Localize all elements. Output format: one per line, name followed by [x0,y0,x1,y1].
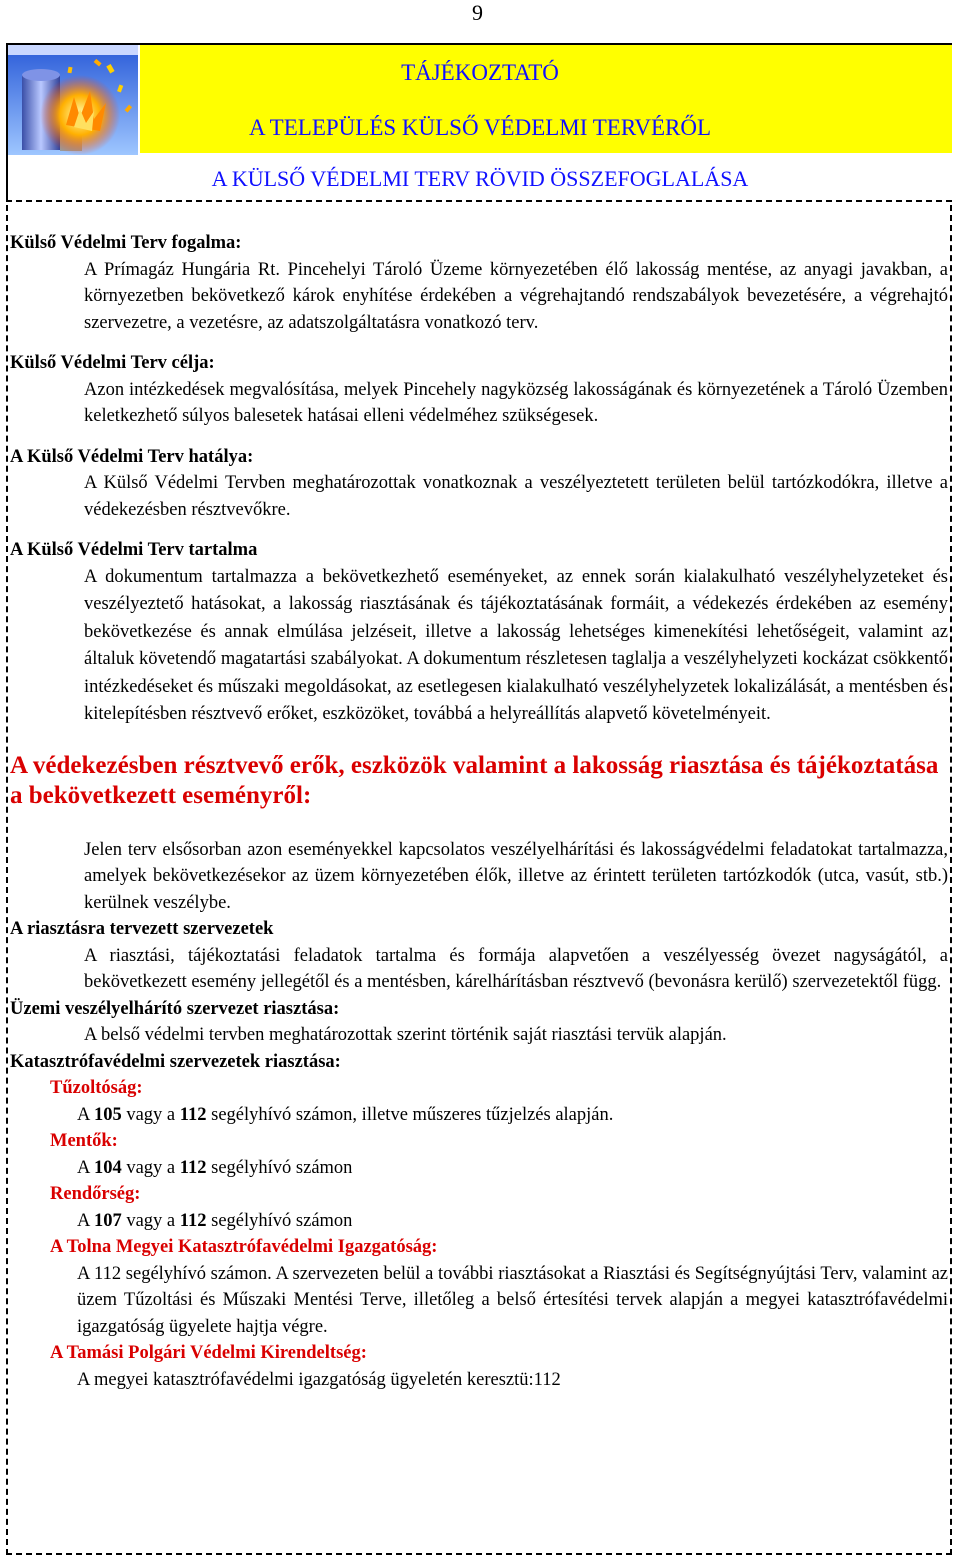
celja-text: Azon intézkedések megvalósítása, melyek Pincehely nagyközség lakosságának és környezetének a Tároló Üzemben keletkezhető súlyos balesetek hatásai elleni védelméhez szükségesek. [84,379,948,426]
resources-heading: A védekezésben résztvevő erők, eszközök valamint a lakosság riasztása és tájékoztatása a bekövetkezett eseményről: [10,751,939,809]
tamasi-label: A Tamási Polgári Védelmi Kirendeltség: [50,1343,367,1363]
riasztasra-heading: A riasztásra tervezett szervezetek [10,919,274,939]
hatalya-text: A Külső Védelmi Tervben meghatározottak vonatkoznak a veszélyeztetett területen belül tartózkodókra, illetve a védekezésben résztvevőkre. [84,473,948,520]
tolna-text: A 112 segélyhívó számon. A szervezeten belül a további riasztásokat a Riasztási és Segítségnyújtási Terv, valamint az üzem Tűzoltási és Műszaki Mentési Terve, illetőleg a belső értesítési tervek alapján a megyei katasztrófavédelmi igazgatóság ügyelete hajtja végre. [77,1263,948,1337]
tuzoltosag-text: A 105 vagy a 112 segélyhívó számon, illetve műszeres tűzjelzés alapján. [77,1104,614,1125]
mentok-text: A 104 vagy a 112 segélyhívó számon [77,1157,353,1178]
document-body [10,230,948,1393]
tartalma-text: A dokumentum tartalmazza a bekövetkezhető eseményeket, az ennek során kialakulható veszélyhelyzeteket és veszélyeztető hatásokat, a lakosság riasztásának és tájékoztatásának formáit, a védekezés érdekében az esemény bekövetkezése és annak elmúlása jelzéseit, illetve a lakosság lehetséges kimenekítési lehetőségeit, valamint az általuk követendő magatartási szabályokat. A dokumentum részletesen taglalja a veszélyhelyzeti kockázat csökkentő intézkedéseket és műszaki megoldásokat, az esetlegesen kialakulható veszélyhelyzetek lokalizálását, a mentésben és kitelepítésben résztvevő erőket, eszközöket, továbbá a helyreállítás alapvető követelményeit. [84,566,948,724]
document-title: TÁJÉKOZTATÓ [401,60,559,85]
riasztasra-text: A riasztási, tájékoztatási feladatok tartalma és formája alapvetően a veszélyesség övezet nagyságától, a bekövetkezett esemény jellegétől és a mentésben, kárelhárításban résztvevő (bevonásra kerülő) szervezetektől függ. [84,945,948,992]
uzemi-text: A belső védelmi tervben meghatározottak szerint történik saját riasztási tervük alapján. [84,1025,727,1045]
document-title-sub: A TELEPÜLÉS KÜLSŐ VÉDELMI TERVÉRŐL [249,115,711,140]
rendorseg-label: Rendőrség: [50,1184,141,1204]
uzemi-heading: Üzemi veszélyelhárító szervezet riasztása: [10,998,340,1019]
page-number: 9 [472,0,483,25]
tuzoltosag-label: Tűzoltóság: [50,1078,143,1098]
hatalya-heading: A Külső Védelmi Terv hatálya: [10,446,254,467]
celja-heading: Külső Védelmi Terv célja: [10,353,215,373]
mentok-label: Mentők: [50,1131,118,1151]
fogalma-heading: Külső Védelmi Terv fogalma: [10,233,242,253]
tamasi-text: A megyei katasztrófavédelmi igazgatóság ügyeletén keresztü:112 [77,1369,561,1390]
tolna-label: A Tolna Megyei Katasztrófavédelmi Igazgatóság: [50,1237,438,1257]
fogalma-text: A Prímagáz Hungária Rt. Pincehelyi Tároló Üzeme környezetében élő lakosság mentése, az anyagi javakban, a környezetben bekövetkező károk enyhítése érdekében a végrehajtandó rendszabályok bevezetésére, a végrehajtó szervezetre, a vezetésre, az adatszolgáltatásra vonatkozó terv. [84,259,948,333]
header-divider [6,200,952,202]
tartalma-heading: A Külső Védelmi Terv tartalma [10,540,258,560]
summary-subtitle: A KÜLSŐ VÉDELMI TERV RÖVID ÖSSZEFOGLALÁSA [211,166,749,191]
rendorseg-text: A 107 vagy a 112 segélyhívó számon [77,1210,353,1231]
katasztrofa-heading: Katasztrófavédelmi szervezetek riasztása: [10,1051,341,1072]
jelen-text: Jelen terv elsősorban azon eseményekkel kapcsolatos veszélyelhárítási és lakosságvédelmi feladatokat tartalmazza, amelyek bekövetkezésekor az üzem környezetében élők, illetve az érintett területen tartózkodók (utca, vasút, stb.) kerülnek veszélybe. [84,839,948,913]
